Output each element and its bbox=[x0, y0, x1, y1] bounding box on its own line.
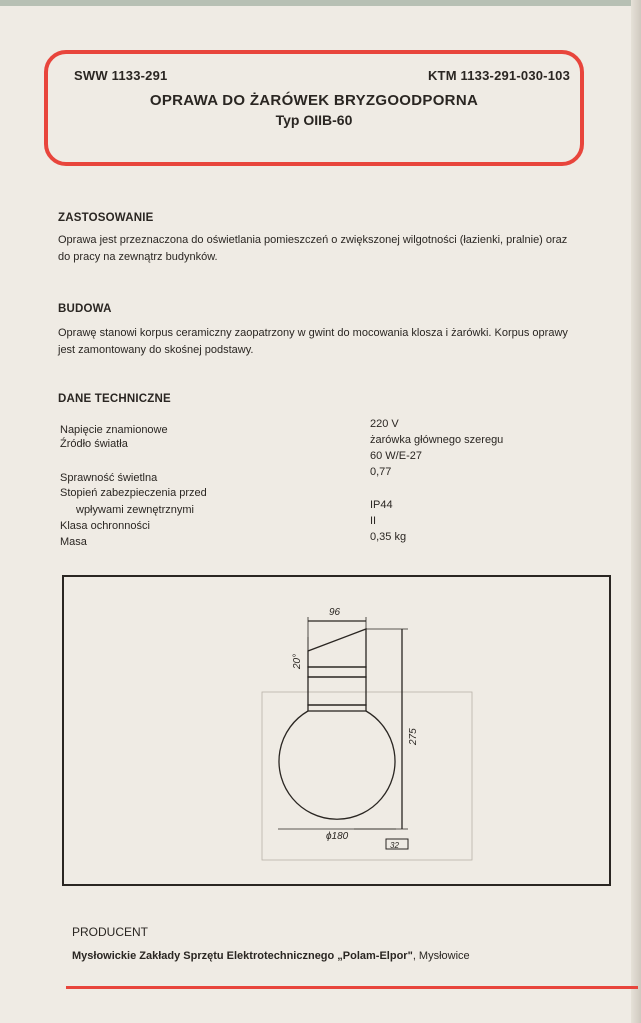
label-napiecie: Napięcie znamionowe bbox=[60, 424, 168, 436]
body-ring-top bbox=[308, 667, 366, 677]
value-zrodlo: żarówka głównego szeregu bbox=[370, 434, 504, 446]
value-zrodlo-cont: 60 W/E-27 bbox=[370, 450, 422, 462]
page-edge bbox=[631, 0, 641, 1023]
producent-name: Mysłowickie Zakłady Sprzętu Elektrotechnicznego „Polam-Elpor" bbox=[72, 950, 413, 962]
technical-drawing bbox=[62, 575, 611, 886]
dim-top: 96 bbox=[329, 607, 341, 618]
producent-city: , Mysłowice bbox=[412, 950, 470, 962]
ktm-code: KTM 1133-291-030-103 bbox=[427, 68, 570, 83]
producent-heading: PRODUCENT bbox=[72, 925, 149, 939]
label-klasa: Klasa ochronności bbox=[60, 520, 150, 532]
label-stopien-cont: wpływami zewnętrznymi bbox=[76, 504, 194, 516]
lamp-drawing-svg bbox=[64, 577, 609, 884]
label-masa: Masa bbox=[60, 536, 87, 548]
ceramic-body bbox=[308, 677, 366, 705]
value-napiecie: 220 V bbox=[370, 418, 399, 430]
label-sprawnosc: Sprawność świetlna bbox=[60, 472, 158, 484]
glass-globe bbox=[279, 711, 395, 819]
producent-line bbox=[72, 950, 470, 962]
top-edge-shade bbox=[0, 0, 641, 6]
document-type: Typ OIIB-60 bbox=[275, 112, 353, 128]
budowa-text: Oprawę stanowi korpus ceramiczny zaopatrzony w gwint do mocowania klosza i żarówki. Korpus oprawy jest zamontowany do skośnej podstawy. bbox=[58, 327, 568, 356]
header-box bbox=[44, 50, 584, 166]
dim-diameter: ϕ180 bbox=[326, 831, 349, 842]
background-outline bbox=[262, 692, 472, 860]
dim-height: 275 bbox=[408, 728, 419, 745]
body-ring-bottom bbox=[308, 705, 366, 711]
value-sprawnosc: 0,77 bbox=[370, 466, 392, 478]
zastosowanie-text: Oprawa jest przeznaczona do oświetlania pomieszczeń o zwiększonej wilgotności (łazienki, pralnie) oraz do pracy na zewnątrz budynków. bbox=[58, 234, 568, 263]
bottom-red-rule bbox=[66, 986, 638, 989]
value-masa: 0,35 kg bbox=[370, 531, 407, 543]
dane-heading: DANE TECHNICZNE bbox=[58, 393, 171, 405]
value-klasa: II bbox=[370, 515, 377, 527]
dim-angle: 20° bbox=[292, 653, 303, 669]
slanted-base bbox=[308, 629, 366, 667]
standard-code: SWW 1133-291 bbox=[74, 68, 168, 83]
dim-small: 32 bbox=[390, 841, 399, 850]
label-zrodlo: Źródło światła bbox=[60, 438, 128, 450]
document-title: OPRAWA DO ŻARÓWEK BRYZGOODPORNA bbox=[149, 92, 479, 109]
label-stopien: Stopień zabezpieczenia przed bbox=[60, 487, 207, 499]
zastosowanie-heading: ZASTOSOWANIE bbox=[58, 212, 154, 224]
value-stopien: IP44 bbox=[370, 499, 393, 511]
budowa-heading: BUDOWA bbox=[58, 303, 112, 315]
